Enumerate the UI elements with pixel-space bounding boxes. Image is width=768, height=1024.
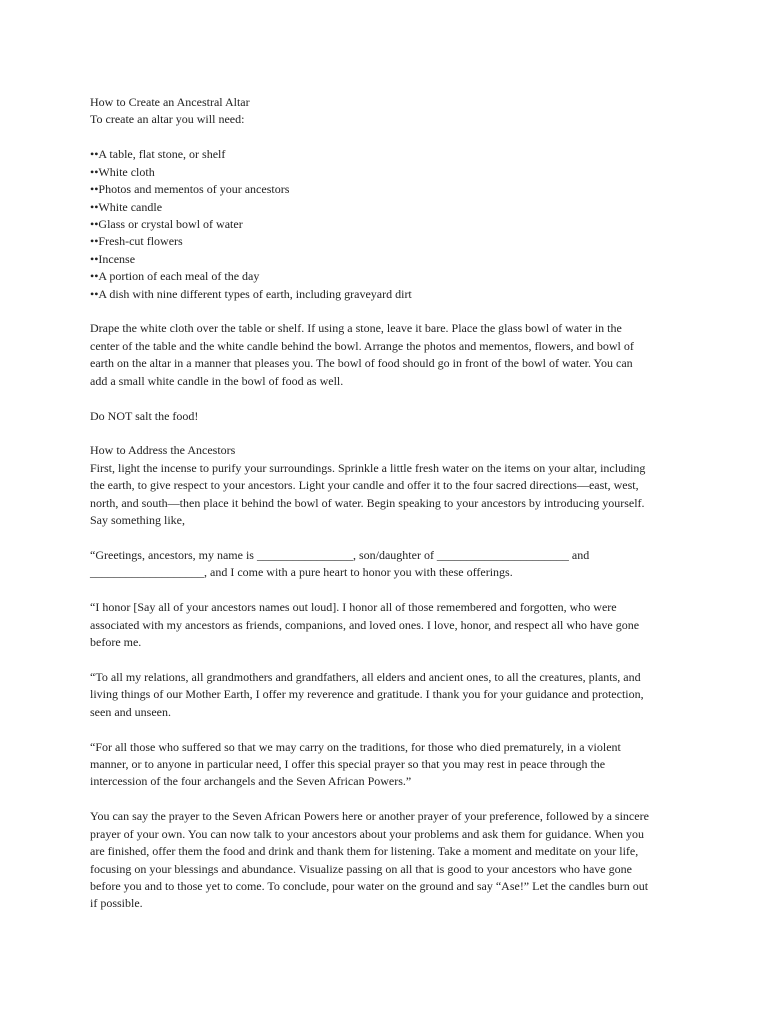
paragraph-line: “I honor [Say all of your ancestors names out loud]. I honor all of those remembered and forgotten, who were [90,600,617,615]
supply-item: ••White candle [90,199,163,214]
paragraph-line: intercession of the four archangels and the Seven African Powers.” [90,774,412,789]
paragraph-line: associated with my ancestors as friends, companions, and loved ones. I love, honor, and respect all who have gone [90,617,640,632]
paragraph-gap [90,129,730,146]
paragraph-line: Say something like, [90,513,185,528]
paragraph-gap [90,390,730,407]
supply-item: ••A table, flat stone, or shelf [90,147,226,162]
supply-item: ••Fresh-cut flowers [90,234,183,249]
supply-item: ••Photos and mementos of your ancestors [90,182,290,197]
arrangement-paragraph [90,320,730,390]
greeting-prayer [90,547,730,582]
paragraph-line: First, light the incense to purify your surroundings. Sprinkle a little fresh water on the items on your altar, including [90,460,646,475]
paragraph-line: ___________________, and I come with a pure heart to honor you with these offerings. [90,565,513,580]
paragraph-gap [90,582,730,599]
supplies-list [90,146,730,303]
paragraph-line: before me. [90,635,142,650]
document-title: How to Create an Ancestral Altar [90,95,250,109]
section-heading: How to Address the Ancestors [90,443,236,458]
paragraph-line: seen and unseen. [90,704,171,719]
paragraph-line: north, and south—then place it behind the bowl of water. Begin speaking to your ancestors by introducing yourself. [90,495,645,510]
paragraph-line: living things of our Mother Earth, I offer my reverence and gratitude. I thank you for your guidance and protection, [90,687,644,702]
supply-item: ••Incense [90,251,136,266]
paragraph-line: center of the table and the white candle behind the bowl. Arrange the photos and mementos, flowers, and bowl of [90,338,634,353]
paragraph-gap [90,303,730,320]
supply-item: ••A dish with nine different types of earth, including graveyard dirt [90,286,412,301]
paragraph-line: “To all my relations, all grandmothers and grandfathers, all elders and ancient ones, to all the creatures, plants, and [90,669,641,684]
paragraph-line: prayer of your own. You can now talk to your ancestors about your problems and ask them for guidance. When you [90,826,644,841]
relations-prayer [90,669,730,721]
supply-item: ••Glass or crystal bowl of water [90,216,243,231]
paragraph-line: Drape the white cloth over the table or shelf. If using a stone, leave it bare. Place the glass bowl of water in the [90,321,622,336]
intro-text: To create an altar you will need: [90,112,245,127]
paragraph-gap [90,791,730,808]
paragraph-gap [90,530,730,547]
paragraph-line: add a small white candle in the bowl of food as well. [90,373,344,388]
paragraph-line: “For all those who suffered so that we may carry on the traditions, for those who died prematurely, in a violent [90,739,621,754]
paragraph-gap [90,652,730,669]
honor-prayer [90,599,730,651]
paragraph-gap [90,425,730,442]
paragraph-line: if possible. [90,896,143,911]
warning-text: Do NOT salt the food! [90,408,199,423]
address-paragraph [90,460,730,530]
paragraph-line: manner, or to anyone in particular need, I offer this special prayer so that you may rest in peace through the [90,757,606,772]
paragraph-line: “Greetings, ancestors, my name is ________________, son/daughter of ______________________ and [90,547,590,562]
closing-paragraph [90,808,730,913]
paragraph-line: earth on the altar in a manner that pleases you. The bowl of food should go in front of the bowl of water. You can [90,356,633,371]
paragraph-line: before you and to those yet to come. To conclude, pour water on the ground and say “Ase!” Let the candles burn out [90,878,649,893]
paragraph-line: the earth, to give respect to your ancestors. Light your candle and offer it to the four sacred directions—east, west, [90,478,639,493]
supply-item: ••A portion of each meal of the day [90,269,260,284]
document-page [90,94,730,913]
suffered-prayer [90,739,730,791]
paragraph-gap [90,721,730,738]
paragraph-line: are finished, offer them the food and drink and thank them for listening. Take a moment and meditate on your life, [90,844,639,859]
paragraph-line: You can say the prayer to the Seven African Powers here or another prayer of your preference, followed by a sincere [90,809,649,824]
supply-item: ••White cloth [90,164,155,179]
paragraph-line: focusing on your blessings and abundance. Visualize passing on all that is good to your ancestors who have gone [90,861,632,876]
